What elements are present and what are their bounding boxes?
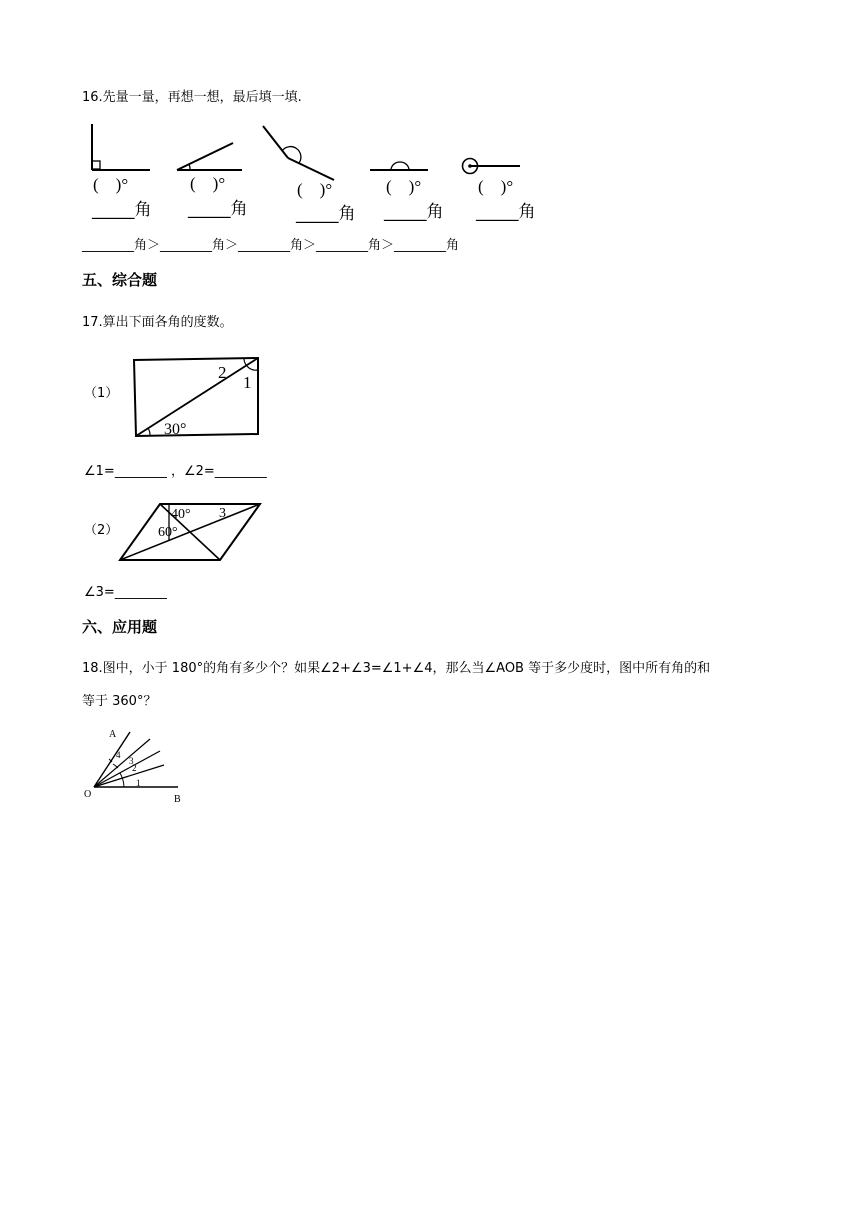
angle-1-label: 1 <box>243 373 252 392</box>
q17-rectangle-figure <box>128 352 264 444</box>
q17-prompt: 17.算出下面各角的度数。 <box>82 315 233 330</box>
angle-30-label: 30° <box>164 421 187 438</box>
q17-part1-answer: ∠1=________ ，∠2=________ <box>84 464 267 479</box>
q18-line1: 18.图中，小于 180°的角有多少个？如果∠2+∠3=∠1+∠4，那么当∠AOB 等于多少度时，图中所有角的和 <box>82 661 711 676</box>
q17-part2-answer: ∠3=________ <box>84 585 167 600</box>
point-A-label: A <box>109 729 117 740</box>
q16-blank-4: _____角 <box>384 202 444 222</box>
q17-parallelogram-figure <box>116 498 266 566</box>
q16-paren-4: ( )° <box>386 177 422 196</box>
q16-paren-3: ( )° <box>297 180 333 199</box>
angle-1-label: 1 <box>136 778 141 788</box>
q18-line2: 等于 360°？ <box>82 694 157 709</box>
angle-2-label: 2 <box>132 763 137 773</box>
section5-title: 五、综合题 <box>82 271 158 289</box>
q17-part1-label: （1） <box>84 386 119 401</box>
q18-rays-figure <box>80 724 190 810</box>
right-angle-figure <box>92 124 150 170</box>
q16-blank-3: _____角 <box>296 204 356 224</box>
q16-compare-line: ________角＞________角＞________角＞________角＞________角 <box>82 238 460 253</box>
angle-60-label: 60° <box>158 525 178 540</box>
obtuse-angle-figure <box>263 126 334 180</box>
angle-2-label: 2 <box>218 363 227 382</box>
q16-paren-1: ( )° <box>93 175 129 194</box>
point-O-label: O <box>84 789 92 800</box>
acute-angle-figure <box>177 143 242 170</box>
q16-blank-1: _____角 <box>92 200 152 220</box>
angle-40-label: 40° <box>171 507 191 522</box>
section6-title: 六、应用题 <box>82 618 158 636</box>
full-angle-figure <box>463 159 521 174</box>
angle-4-label: 4 <box>116 750 121 760</box>
q16-blank-5: _____角 <box>476 202 536 222</box>
q16-prompt: 16.先量一量，再想一想，最后填一填. <box>82 90 302 105</box>
q17-part2-label: （2） <box>84 523 119 538</box>
point-B-label: B <box>174 794 181 805</box>
q16-paren-2: ( )° <box>190 174 226 193</box>
angle-3-label: 3 <box>219 506 226 521</box>
angle-3-label: 3 <box>129 756 134 766</box>
straight-angle-figure <box>370 162 428 170</box>
q16-paren-5: ( )° <box>478 177 514 196</box>
q16-blank-2: _____角 <box>188 199 248 219</box>
